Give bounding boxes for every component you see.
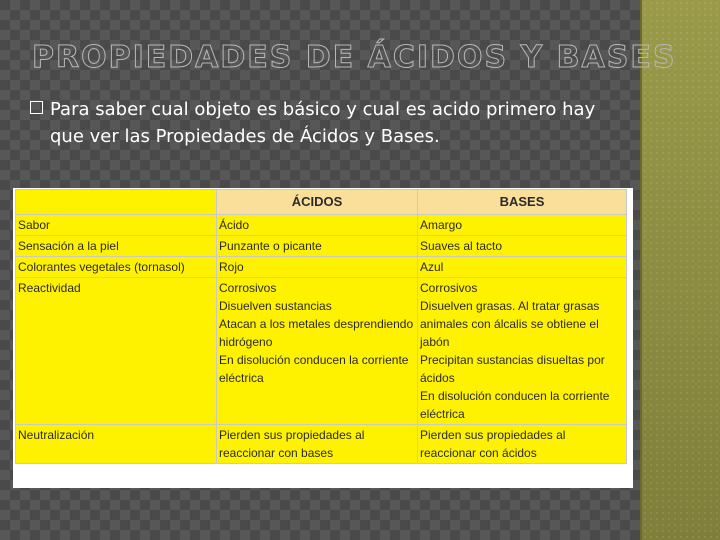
property-cell: Reactividad bbox=[16, 278, 217, 425]
bases-cell: Corrosivos Disuelven grasas. Al tratar grasas animales con álcalis se obtiene el jabón Precipitan sustancias disueltas por ácidos En disolución conducen la corriente eléctrica bbox=[418, 278, 627, 425]
acids-cell: Punzante o picante bbox=[217, 236, 418, 257]
header-cell-bases: BASES bbox=[418, 190, 627, 215]
property-cell: Colorantes vegetales (tornasol) bbox=[16, 257, 217, 278]
table-row bbox=[16, 215, 627, 236]
acids-cell: Rojo bbox=[217, 257, 418, 278]
square-bullet-icon bbox=[30, 101, 43, 114]
bases-cell: Pierden sus propiedades al reaccionar con ácidos bbox=[418, 425, 627, 464]
property-cell: Sabor bbox=[16, 215, 217, 236]
table-row bbox=[16, 257, 627, 278]
bases-cell: Amargo bbox=[418, 215, 627, 236]
header-cell-empty bbox=[16, 190, 217, 215]
decorative-side-panel bbox=[640, 0, 720, 540]
property-cell: Neutralización bbox=[16, 425, 217, 464]
bullet-point bbox=[30, 96, 610, 150]
bases-cell: Suaves al tacto bbox=[418, 236, 627, 257]
table-header-row bbox=[16, 190, 627, 215]
header-cell-acids: ÁCIDOS bbox=[217, 190, 418, 215]
properties-table bbox=[15, 189, 627, 464]
slide-title: PROPIEDADES DE ÁCIDOS Y BASES bbox=[32, 40, 677, 75]
bullet-text: Para saber cual objeto es básico y cual es acido primero hay que ver las Propiedades de Ácidos y Bases. bbox=[50, 99, 596, 147]
table-row bbox=[16, 278, 627, 425]
table-row bbox=[16, 236, 627, 257]
acids-cell: Pierden sus propiedades al reaccionar con bases bbox=[217, 425, 418, 464]
acids-cell: Corrosivos Disuelven sustancias Atacan a los metales desprendiendo hidrógeno En disolución conducen la corriente eléctrica bbox=[217, 278, 418, 425]
bases-cell: Azul bbox=[418, 257, 627, 278]
table-row bbox=[16, 425, 627, 464]
acids-cell: Ácido bbox=[217, 215, 418, 236]
table-image-area bbox=[13, 188, 633, 488]
property-cell: Sensación a la piel bbox=[16, 236, 217, 257]
